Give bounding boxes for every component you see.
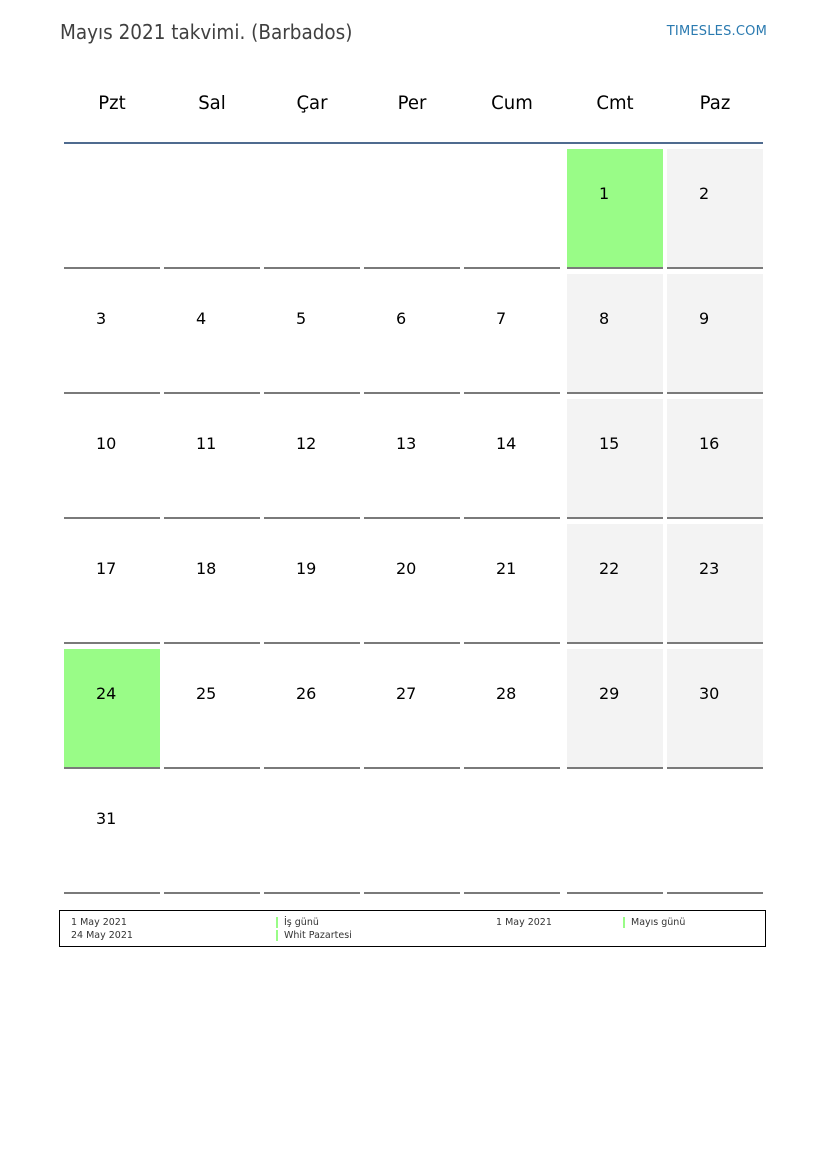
day-cell[interactable]	[567, 274, 663, 394]
holiday-day-cell[interactable]	[64, 649, 160, 769]
day-number: 29	[599, 684, 620, 703]
day-number: 28	[496, 684, 517, 703]
empty-day-cell	[464, 774, 560, 894]
day-number: 9	[699, 309, 710, 328]
day-number: 18	[196, 559, 217, 578]
day-number: 8	[599, 309, 610, 328]
day-number: 11	[196, 434, 217, 453]
legend-date: 1 May 2021	[496, 917, 552, 928]
legend-holiday-name: Whit Pazartesi	[284, 930, 352, 941]
weekday-header: Per	[397, 92, 427, 114]
day-cell[interactable]	[464, 649, 560, 769]
day-number: 5	[296, 309, 307, 328]
day-cell[interactable]	[264, 399, 360, 519]
day-cell[interactable]	[164, 399, 260, 519]
empty-day-cell	[567, 774, 663, 894]
day-number: 20	[396, 559, 417, 578]
legend-date: 24 May 2021	[71, 930, 133, 941]
legend-color-swatch	[276, 917, 278, 928]
day-cell[interactable]	[64, 399, 160, 519]
day-cell[interactable]	[667, 399, 763, 519]
day-number: 30	[699, 684, 720, 703]
day-cell[interactable]	[164, 274, 260, 394]
day-cell[interactable]	[364, 399, 460, 519]
day-cell[interactable]	[64, 524, 160, 644]
day-number: 10	[96, 434, 117, 453]
day-cell[interactable]	[164, 649, 260, 769]
day-cell[interactable]	[667, 649, 763, 769]
day-cell[interactable]	[464, 399, 560, 519]
day-cell[interactable]	[364, 524, 460, 644]
day-cell[interactable]	[264, 274, 360, 394]
legend-holiday-name: İş günü	[284, 917, 319, 928]
empty-day-cell	[464, 149, 560, 269]
day-cell[interactable]	[64, 274, 160, 394]
brand-link[interactable]: TIMESLES.COM	[666, 24, 767, 39]
day-number: 15	[599, 434, 620, 453]
empty-day-cell	[164, 774, 260, 894]
day-number: 6	[396, 309, 407, 328]
day-number: 27	[396, 684, 417, 703]
legend-color-swatch	[623, 917, 625, 928]
empty-day-cell	[264, 774, 360, 894]
weekday-header: Paz	[699, 92, 731, 114]
day-cell[interactable]	[667, 149, 763, 269]
day-cell[interactable]	[464, 274, 560, 394]
weekday-header: Çar	[296, 92, 328, 114]
day-cell[interactable]	[364, 649, 460, 769]
day-cell[interactable]	[667, 524, 763, 644]
day-number: 23	[699, 559, 720, 578]
day-cell[interactable]	[464, 524, 560, 644]
holiday-day-cell[interactable]	[567, 149, 663, 269]
day-number: 3	[96, 309, 107, 328]
day-number: 12	[296, 434, 317, 453]
day-cell[interactable]	[567, 649, 663, 769]
empty-day-cell	[264, 149, 360, 269]
day-number: 22	[599, 559, 620, 578]
holiday-legend	[59, 910, 766, 947]
empty-day-cell	[364, 149, 460, 269]
legend-date: 1 May 2021	[71, 917, 127, 928]
empty-day-cell	[64, 149, 160, 269]
day-number: 4	[196, 309, 207, 328]
weekday-header: Cum	[491, 92, 533, 114]
day-number: 26	[296, 684, 317, 703]
weekday-header: Sal	[198, 92, 226, 114]
day-cell[interactable]	[264, 524, 360, 644]
day-number: 17	[96, 559, 117, 578]
day-number: 24	[96, 684, 117, 703]
empty-day-cell	[364, 774, 460, 894]
day-number: 14	[496, 434, 517, 453]
day-number: 25	[196, 684, 217, 703]
day-number: 19	[296, 559, 317, 578]
day-cell[interactable]	[164, 524, 260, 644]
empty-day-cell	[667, 774, 763, 894]
day-number: 16	[699, 434, 720, 453]
weekday-header: Cmt	[596, 92, 634, 114]
day-cell[interactable]	[364, 274, 460, 394]
day-number: 21	[496, 559, 517, 578]
day-cell[interactable]	[667, 274, 763, 394]
weekday-header: Pzt	[98, 92, 126, 114]
day-cell[interactable]	[567, 524, 663, 644]
day-cell[interactable]	[264, 649, 360, 769]
legend-color-swatch	[276, 930, 278, 941]
day-cell[interactable]	[64, 774, 160, 894]
day-number: 7	[496, 309, 507, 328]
day-number: 1	[599, 184, 610, 203]
legend-holiday-name: Mayıs günü	[631, 917, 686, 928]
day-number: 31	[96, 809, 117, 828]
day-cell[interactable]	[567, 399, 663, 519]
day-number: 13	[396, 434, 417, 453]
day-number: 2	[699, 184, 710, 203]
empty-day-cell	[164, 149, 260, 269]
page-title: Mayıs 2021 takvimi. (Barbados)	[60, 20, 353, 44]
header-divider	[64, 142, 763, 144]
